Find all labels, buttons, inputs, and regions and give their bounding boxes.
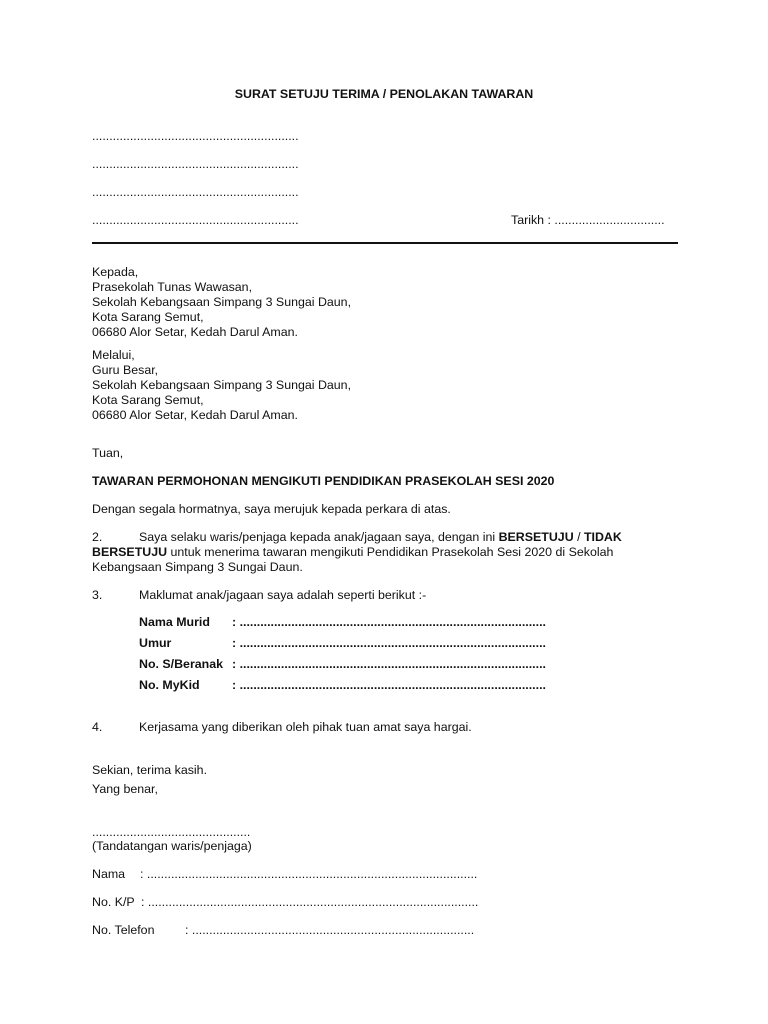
paragraph-2-line-2 <box>92 545 613 559</box>
contact-value-nama[interactable]: : ................................................................................................ <box>140 867 478 881</box>
paragraph-2-line-3: Kebangsaan Simpang 3 Sungai Daun. <box>92 560 303 574</box>
horizontal-rule <box>92 242 678 244</box>
date-label: Tarikh : <box>511 213 551 227</box>
salutation: Tuan, <box>92 446 124 460</box>
sender-line-3: ............................................................ <box>92 185 299 199</box>
sender-line-4: ............................................................ <box>92 213 299 227</box>
field-value-no-s-beranak[interactable]: : ......................................................................................... <box>232 657 546 671</box>
disagree-option-part-2: BERSETUJU <box>92 545 168 559</box>
via-address <box>92 348 351 423</box>
via-line: Kota Sarang Semut, <box>92 393 204 407</box>
sender-line-2: ............................................................ <box>92 157 299 171</box>
document-title: SURAT SETUJU TERIMA / PENOLAKAN TAWARAN <box>234 87 534 101</box>
agree-option: BERSETUJU <box>498 530 574 544</box>
contact-value-no-telefon[interactable]: : .................................................................................. <box>185 923 475 937</box>
field-value-umur[interactable]: : ......................................................................................... <box>232 636 546 650</box>
contact-label-no-kp: No. K/P <box>92 895 135 909</box>
paragraph-2-text-cont: untuk menerima tawaran mengikuti Pendidikan Prasekolah Sesi 2020 di Sekolah <box>167 545 614 559</box>
paragraph-2-line-1 <box>139 530 622 544</box>
option-separator: / <box>573 530 584 544</box>
field-label-nama-murid: Nama Murid <box>139 615 210 629</box>
recipient-line: Kota Sarang Semut, <box>92 310 204 324</box>
recipient-address <box>92 265 351 340</box>
paragraph-2-number: 2. <box>92 530 103 544</box>
paragraph-4-number: 4. <box>92 720 103 734</box>
sender-line-1: ............................................................ <box>92 129 299 143</box>
via-line: 06680 Alor Setar, Kedah Darul Aman. <box>92 408 298 422</box>
field-label-no-mykid: No. MyKid <box>139 678 200 692</box>
paragraph-1: Dengan segala hormatnya, saya merujuk kepada perkara di atas. <box>92 502 451 516</box>
signature-line[interactable]: .............................................. <box>92 825 251 839</box>
recipient-line: Kepada, <box>92 265 139 279</box>
paragraph-3-number: 3. <box>92 588 103 602</box>
date-value: ................................ <box>554 213 665 227</box>
field-value-no-mykid[interactable]: : ......................................................................................... <box>232 678 546 692</box>
field-label-umur: Umur <box>139 636 172 650</box>
contact-value-no-kp[interactable]: : ................................................................................................ <box>141 895 479 909</box>
recipient-line: Sekolah Kebangsaan Simpang 3 Sungai Daun, <box>92 295 352 309</box>
paragraph-2-text: Saya selaku waris/penjaga kepada anak/jagaan saya, dengan ini <box>139 530 499 544</box>
contact-label-no-telefon: No. Telefon <box>92 923 155 937</box>
subject-heading: TAWARAN PERMOHONAN MENGIKUTI PENDIDIKAN PRASEKOLAH SESI 2020 <box>92 474 555 488</box>
signature-caption: (Tandatangan waris/penjaga) <box>92 839 252 853</box>
closing-line-2: Yang benar, <box>92 782 158 796</box>
paragraph-3-text: Maklumat anak/jagaan saya adalah seperti berikut :- <box>139 588 427 602</box>
contact-label-nama: Nama <box>92 867 126 881</box>
field-label-no-s-beranak: No. S/Beranak <box>139 657 224 671</box>
disagree-option-part-1: TIDAK <box>583 530 622 544</box>
paragraph-4-text: Kerjasama yang diberikan oleh pihak tuan amat saya hargai. <box>139 720 472 734</box>
field-value-nama-murid[interactable]: : ......................................................................................... <box>232 615 546 629</box>
via-line: Guru Besar, <box>92 363 159 377</box>
recipient-line: Prasekolah Tunas Wawasan, <box>92 280 253 294</box>
recipient-line: 06680 Alor Setar, Kedah Darul Aman. <box>92 325 298 339</box>
closing-line-1: Sekian, terima kasih. <box>92 763 208 777</box>
date-field <box>511 213 665 227</box>
via-line: Sekolah Kebangsaan Simpang 3 Sungai Daun, <box>92 378 352 392</box>
via-line: Melalui, <box>92 348 135 362</box>
